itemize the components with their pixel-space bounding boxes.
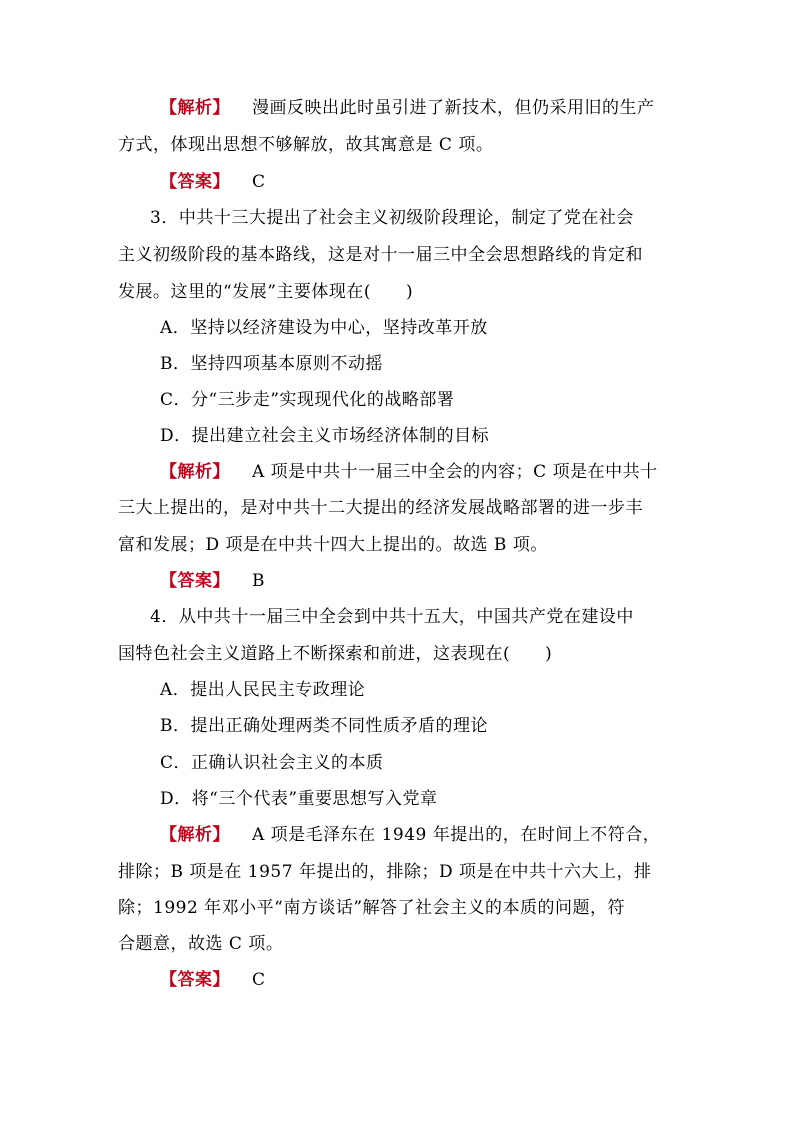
answer-line-3 <box>160 569 265 593</box>
analysis-text-line: 合题意，故选 C 项。 <box>118 934 284 954</box>
analysis-text: A 项是中共十一届三中全会的内容；C 项是在中共十 <box>252 462 658 482</box>
answer-line-1 <box>160 170 266 194</box>
question-3-option-a: A．坚持以经济建设为中心，坚持改革开放 <box>160 318 488 338</box>
question-3-option-c: C．分“三步走”实现现代化的战略部署 <box>160 390 455 410</box>
question-3-stem: 3．中共十三大提出了社会主义初级阶段理论，制定了党在社会 <box>150 208 634 228</box>
analysis-paragraph-4 <box>160 823 660 847</box>
analysis-label: 【解析】 <box>160 462 230 482</box>
question-3-option-d: D．提出建立社会主义市场经济体制的目标 <box>160 426 490 446</box>
answer-value: B <box>252 571 265 591</box>
answer-line-4 <box>160 968 266 992</box>
analysis-text: 漫画反映出此时虽引进了新技术，但仍采用旧的生产 <box>252 98 655 118</box>
question-3-stem-line: 发展。这里的“发展”主要体现在( ) <box>118 282 414 302</box>
question-4-option-d: D．将“三个代表”重要思想写入党章 <box>160 789 438 809</box>
analysis-text-line: 除；1992 年邓小平“南方谈话”解答了社会主义的本质的问题，符 <box>118 898 626 918</box>
question-3-stem-line: 主义初级阶段的基本路线，这是对十一届三中全会思想路线的肯定和 <box>118 245 643 265</box>
analysis-text-line: 方式，体现出思想不够解放，故其寓意是 C 项。 <box>118 135 494 155</box>
question-3-option-b: B．坚持四项基本原则不动摇 <box>160 354 383 374</box>
answer-value: C <box>252 172 266 192</box>
analysis-text: A 项是毛泽东在 1949 年提出的，在时间上不符合， <box>252 825 661 845</box>
analysis-text-line: 富和发展；D 项是在中共十四大上提出的。故选 B 项。 <box>118 535 548 555</box>
question-4-option-b: B．提出正确处理两类不同性质矛盾的理论 <box>160 716 488 736</box>
answer-label: 【答案】 <box>160 571 230 591</box>
analysis-label: 【解析】 <box>160 825 230 845</box>
question-4-stem: 4．从中共十一届三中全会到中共十五大，中国共产党在建设中 <box>150 607 634 627</box>
analysis-paragraph-1 <box>160 96 655 120</box>
analysis-paragraph-3 <box>160 460 658 484</box>
analysis-label: 【解析】 <box>160 98 230 118</box>
analysis-text-line: 三大上提出的，是对中共十二大提出的经济发展战略部署的进一步丰 <box>118 498 643 518</box>
answer-value: C <box>252 970 266 990</box>
question-4-stem-line: 国特色社会主义道路上不断探索和前进，这表现在( ) <box>118 644 553 664</box>
question-4-option-c: C．正确认识社会主义的本质 <box>160 753 384 773</box>
analysis-text-line: 排除；B 项是在 1957 年提出的，排除；D 项是在中共十六大上，排 <box>118 862 652 882</box>
answer-label: 【答案】 <box>160 970 230 990</box>
question-4-option-a: A．提出人民民主专政理论 <box>160 680 366 700</box>
answer-label: 【答案】 <box>160 172 230 192</box>
